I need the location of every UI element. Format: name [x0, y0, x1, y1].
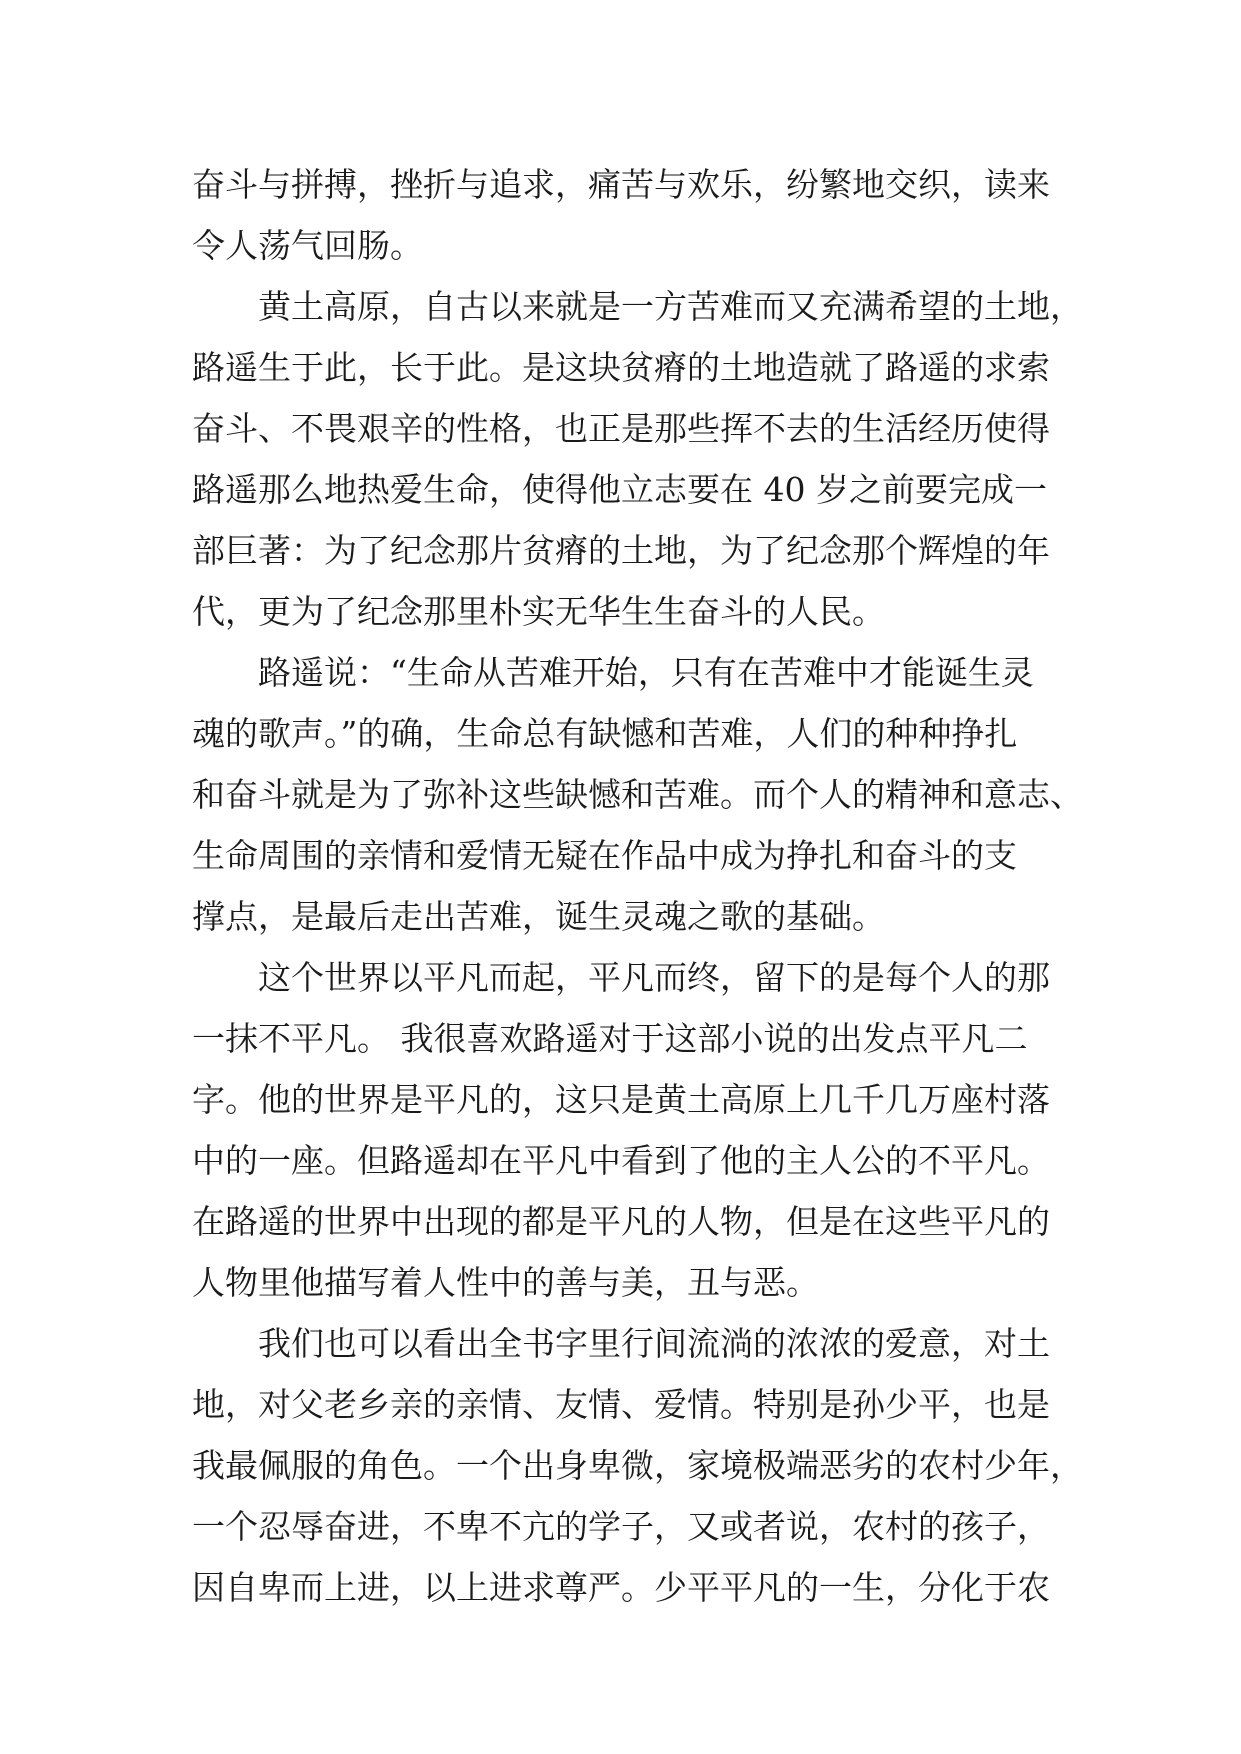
text-line: 代，更为了纪念那里朴实无华生生奋斗的人民。	[192, 592, 885, 631]
text-line: 一个忍辱奋进，不卑不亢的学子，又或者说，农村的孩子，	[192, 1507, 1050, 1546]
text-line: 因自卑而上进，以上进求尊严。少平平凡的一生，分化于农	[192, 1568, 1050, 1607]
text-line: 在路遥的世界中出现的都是平凡的人物，但是在这些平凡的	[192, 1202, 1050, 1241]
text-line: 部巨著：为了纪念那片贫瘠的土地，为了纪念那个辉煌的年	[192, 531, 1050, 570]
text-line: 和奋斗就是为了弥补这些缺憾和苦难。而个人的精神和意志、	[192, 775, 1083, 814]
paragraph-start-line: 这个世界以平凡而起，平凡而终，留下的是每个人的那	[192, 958, 1050, 997]
text-line: 生命周围的亲情和爱情无疑在作品中成为挣扎和奋斗的支	[192, 836, 1017, 875]
paragraph-start-line: 黄土高原，自古以来就是一方苦难而又充满希望的土地，	[192, 287, 1083, 326]
text-line: 地，对父老乡亲的亲情、友情、爱情。特别是孙少平，也是	[192, 1385, 1050, 1424]
text-line: 中的一座。但路遥却在平凡中看到了他的主人公的不平凡。	[192, 1141, 1050, 1180]
text-line: 一抹不平凡。 我很喜欢路遥对于这部小说的出发点平凡二	[192, 1019, 1028, 1058]
text-line: 奋斗、不畏艰辛的性格，也正是那些挥不去的生活经历使得	[192, 409, 1050, 448]
body-text	[192, 154, 1092, 1618]
text-line: 字。他的世界是平凡的，这只是黄土高原上几千几万座村落	[192, 1080, 1050, 1119]
text-line: 路遥那么地热爱生命，使得他立志要在 40 岁之前要完成一	[192, 470, 1047, 509]
text-line: 人物里他描写着人性中的善与美，丑与恶。	[192, 1263, 819, 1302]
text-line: 魂的歌声。”的确，生命总有缺憾和苦难，人们的种种挣扎	[192, 714, 1018, 753]
text-line: 撑点，是最后走出苦难，诞生灵魂之歌的基础。	[192, 897, 885, 936]
paragraph-start-line: 路遥说：“生命从苦难开始，只有在苦难中才能诞生灵	[192, 653, 1034, 692]
text-line: 路遥生于此，长于此。是这块贫瘠的土地造就了路遥的求索	[192, 348, 1050, 387]
text-line: 我最佩服的角色。一个出身卑微，家境极端恶劣的农村少年，	[192, 1446, 1083, 1485]
paragraph-start-line: 我们也可以看出全书字里行间流淌的浓浓的爱意，对土	[192, 1324, 1050, 1363]
text-line: 奋斗与拼搏，挫折与追求，痛苦与欢乐，纷繁地交织，读来	[192, 165, 1050, 204]
text-line: 令人荡气回肠。	[192, 226, 423, 265]
